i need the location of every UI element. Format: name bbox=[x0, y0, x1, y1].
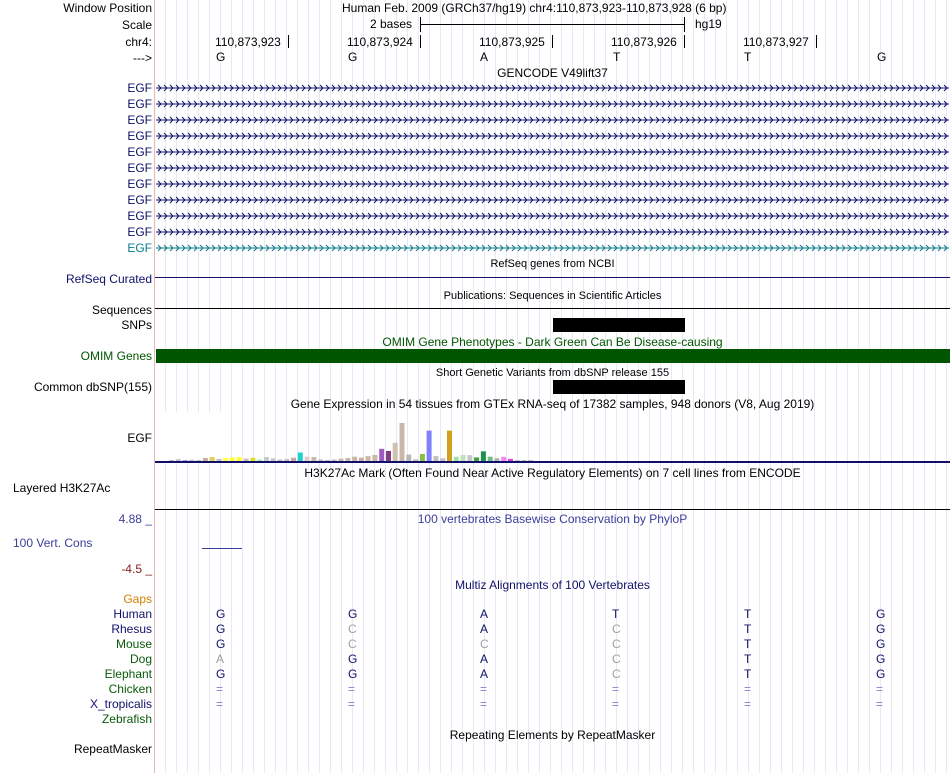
gtex-tissue-bar[interactable] bbox=[189, 460, 194, 461]
multiz-base: G bbox=[348, 667, 358, 681]
coord-tick bbox=[552, 35, 553, 48]
ref-base: A bbox=[480, 50, 489, 64]
gtex-tissue-bar[interactable] bbox=[386, 451, 391, 461]
coord-label: 110,873,927 bbox=[743, 35, 809, 49]
gtex-tissue-bar[interactable] bbox=[305, 457, 310, 461]
multiz-base: = bbox=[744, 697, 752, 711]
gtex-tissue-bar[interactable] bbox=[372, 455, 377, 461]
gtex-tissue-bar[interactable] bbox=[379, 449, 384, 461]
multiz-species-label[interactable]: Elephant bbox=[104, 667, 152, 681]
gencode-transcript-feature[interactable] bbox=[156, 227, 949, 237]
coord-label: 110,873,924 bbox=[347, 35, 413, 49]
multiz-base: C bbox=[348, 637, 357, 651]
gencode-transcript-feature[interactable] bbox=[156, 83, 949, 93]
gencode-transcript-feature[interactable] bbox=[156, 131, 949, 141]
refseq-track-label[interactable]: RefSeq Curated bbox=[65, 272, 152, 286]
scale-bar-right-tick bbox=[684, 17, 685, 32]
phylop-max-label: 4.88 _ bbox=[118, 512, 152, 526]
gencode-transcript-label[interactable]: EGF bbox=[127, 113, 152, 127]
multiz-base: = bbox=[480, 682, 488, 696]
gencode-transcript-feature[interactable] bbox=[156, 115, 949, 125]
gtex-tissue-bar[interactable] bbox=[284, 459, 289, 461]
gtex-tissue-bar[interactable] bbox=[494, 458, 499, 461]
ref-base: G bbox=[216, 50, 226, 64]
gtex-tissue-bar[interactable] bbox=[481, 451, 486, 461]
scale-db: hg19 bbox=[695, 17, 722, 31]
gtex-tissue-bar[interactable] bbox=[271, 458, 276, 461]
multiz-base: C bbox=[612, 622, 621, 636]
multiz-base: G bbox=[348, 652, 358, 666]
gtex-tissue-bar[interactable] bbox=[203, 458, 208, 461]
gtex-tissue-bar[interactable] bbox=[515, 460, 520, 461]
coord-label: 110,873,926 bbox=[611, 35, 677, 49]
label-gutter-divider bbox=[154, 0, 155, 773]
gtex-tissue-bar[interactable] bbox=[508, 459, 513, 461]
gtex-tissue-bar[interactable] bbox=[522, 460, 527, 461]
multiz-base: = bbox=[744, 682, 752, 696]
gtex-tissue-bar[interactable] bbox=[352, 457, 357, 461]
coord-tick bbox=[684, 35, 685, 48]
gencode-transcript-label[interactable]: EGF bbox=[127, 177, 152, 191]
gencode-transcript-label[interactable]: EGF bbox=[127, 81, 152, 95]
gtex-tissue-bar[interactable] bbox=[413, 459, 418, 461]
multiz-base: C bbox=[480, 637, 489, 651]
multiz-base: C bbox=[612, 652, 621, 666]
gencode-transcript-feature[interactable] bbox=[156, 147, 949, 157]
omim-gene-feature[interactable] bbox=[156, 349, 950, 363]
gtex-tissue-bar[interactable] bbox=[447, 431, 452, 461]
gencode-transcript-label[interactable]: EGF bbox=[127, 129, 152, 143]
gtex-tissue-bar[interactable] bbox=[467, 455, 472, 461]
multiz-species-label[interactable]: Zebrafish bbox=[101, 712, 152, 726]
refseq-track-title[interactable]: RefSeq genes from NCBI bbox=[490, 258, 615, 270]
gtex-tissue-bar[interactable] bbox=[223, 458, 228, 461]
gtex-baseline bbox=[155, 461, 950, 463]
gtex-tissue-bar[interactable] bbox=[176, 459, 181, 461]
gencode-transcript-feature[interactable] bbox=[156, 243, 949, 253]
gtex-tissue-bar[interactable] bbox=[230, 457, 235, 461]
gencode-transcript-label[interactable]: EGF bbox=[127, 145, 152, 159]
gtex-tissue-bar[interactable] bbox=[311, 457, 316, 461]
gencode-transcript-feature[interactable] bbox=[156, 99, 949, 109]
coord-tick bbox=[816, 35, 817, 48]
scale-bar bbox=[420, 24, 684, 25]
multiz-base: G bbox=[876, 607, 886, 621]
h3k27ac-track-title[interactable]: H3K27Ac Mark (Often Found Near Active Regulatory Elements) on 7 cell lines from ENCODE bbox=[304, 466, 801, 480]
multiz-base: = bbox=[876, 682, 884, 696]
publications-track-label[interactable]: Sequences bbox=[91, 303, 152, 317]
gtex-tissue-bar[interactable] bbox=[474, 457, 479, 461]
window-position-label: Window Position bbox=[63, 1, 152, 15]
gtex-tissue-bar[interactable] bbox=[332, 460, 337, 462]
snps-label[interactable]: SNPs bbox=[121, 318, 152, 332]
multiz-track-title[interactable]: Multiz Alignments of 100 Vertebrates bbox=[455, 578, 650, 592]
gtex-tissue-bar[interactable] bbox=[257, 460, 262, 462]
gtex-tissue-bar[interactable] bbox=[501, 457, 506, 461]
scale-text: 2 bases bbox=[370, 17, 413, 31]
multiz-base: A bbox=[480, 667, 489, 681]
gtex-tissue-bar[interactable] bbox=[298, 453, 303, 462]
ref-base: G bbox=[877, 50, 887, 64]
multiz-base: = bbox=[480, 697, 488, 711]
gtex-tissue-bar[interactable] bbox=[339, 459, 344, 461]
multiz-base: A bbox=[216, 652, 225, 666]
phylop-track-label[interactable]: 100 Vert. Cons bbox=[13, 536, 93, 550]
gencode-track-title[interactable]: GENCODE V49lift37 bbox=[497, 66, 608, 80]
phylop-track-title[interactable]: 100 vertebrates Basewise Conservation by PhyloP bbox=[417, 512, 688, 526]
publications-track-title[interactable]: Publications: Sequences in Scientific Articles bbox=[443, 290, 662, 302]
gtex-tissue-bar[interactable] bbox=[250, 458, 255, 461]
omim-track-label[interactable]: OMIM Genes bbox=[80, 349, 152, 363]
coord-label: 110,873,925 bbox=[479, 35, 545, 49]
gtex-expression-chart[interactable] bbox=[155, 412, 950, 464]
gencode-transcript-feature[interactable] bbox=[156, 163, 949, 173]
gtex-tissue-bar[interactable] bbox=[169, 460, 174, 461]
gtex-tissue-bar[interactable] bbox=[210, 457, 215, 461]
gencode-transcript-label[interactable]: EGF bbox=[127, 193, 152, 207]
refseq-track-line bbox=[155, 277, 950, 278]
gtex-track-title[interactable]: Gene Expression in 54 tissues from GTEx RNA-seq of 17382 samples, 948 donors (V8, Aug 2019) bbox=[290, 397, 815, 411]
coord-tick bbox=[420, 35, 421, 48]
multiz-base: T bbox=[744, 637, 752, 651]
gencode-transcript-feature[interactable] bbox=[156, 179, 949, 189]
gtex-tissue-bar[interactable] bbox=[278, 460, 283, 462]
ref-base: G bbox=[348, 50, 358, 64]
dbsnp-track-title[interactable]: Short Genetic Variants from dbSNP release 155 bbox=[435, 367, 670, 379]
multiz-base: C bbox=[612, 667, 621, 681]
dbsnp-track-label[interactable]: Common dbSNP(155) bbox=[33, 380, 152, 394]
multiz-base: G bbox=[876, 652, 886, 666]
gtex-tissue-bar[interactable] bbox=[237, 457, 242, 461]
multiz-species-label[interactable]: Rhesus bbox=[111, 622, 152, 636]
multiz-base: = bbox=[348, 682, 356, 696]
phylop-min-label: -4.5 _ bbox=[121, 562, 152, 576]
gtex-tissue-bar[interactable] bbox=[433, 456, 438, 461]
coord-tick bbox=[288, 35, 289, 48]
omim-track-title[interactable]: OMIM Gene Phenotypes - Dark Green Can Be Disease-causing bbox=[382, 335, 723, 349]
multiz-base: A bbox=[480, 622, 489, 636]
gtex-tissue-bar[interactable] bbox=[427, 431, 432, 461]
gtex-tissue-bar[interactable] bbox=[264, 457, 269, 461]
multiz-base: G bbox=[876, 622, 886, 636]
gencode-transcript-label[interactable]: EGF bbox=[127, 97, 152, 111]
multiz-base: T bbox=[744, 622, 752, 636]
gtex-tissue-bar[interactable] bbox=[359, 458, 364, 461]
repeatmasker-track-title[interactable]: Repeating Elements by RepeatMasker bbox=[449, 728, 656, 742]
multiz-base: G bbox=[876, 637, 886, 651]
gtex-tissue-bar[interactable] bbox=[183, 460, 188, 461]
multiz-base: = bbox=[876, 697, 884, 711]
gencode-transcript-feature[interactable] bbox=[156, 211, 949, 221]
ref-base: T bbox=[744, 50, 752, 64]
multiz-base: = bbox=[216, 697, 224, 711]
dbsnp-variant-feature[interactable] bbox=[553, 380, 685, 394]
gtex-tissue-bar[interactable] bbox=[217, 459, 222, 461]
multiz-base: A bbox=[480, 652, 489, 666]
gtex-tissue-bar[interactable] bbox=[345, 458, 350, 461]
multiz-base: T bbox=[744, 607, 752, 621]
gtex-tissue-bar[interactable] bbox=[244, 459, 249, 461]
gencode-transcript-label[interactable]: EGF bbox=[127, 161, 152, 175]
multiz-species-label[interactable]: X_tropicalis bbox=[89, 697, 152, 711]
multiz-gaps-label[interactable]: Gaps bbox=[123, 592, 152, 606]
multiz-base: G bbox=[216, 607, 226, 621]
gtex-tissue-bar[interactable] bbox=[196, 460, 201, 461]
multiz-base: G bbox=[216, 637, 226, 651]
publication-snp-feature[interactable] bbox=[553, 318, 685, 332]
multiz-base: C bbox=[612, 637, 621, 651]
gtex-tissue-bar[interactable] bbox=[461, 455, 466, 461]
coord-label: 110,873,923 bbox=[215, 35, 281, 49]
gtex-tissue-bar[interactable] bbox=[440, 458, 445, 461]
repeatmasker-track-label[interactable]: RepeatMasker bbox=[73, 742, 152, 756]
multiz-species-label[interactable]: Mouse bbox=[115, 637, 152, 651]
multiz-base: A bbox=[480, 607, 489, 621]
gencode-transcript-label[interactable]: EGF bbox=[127, 225, 152, 239]
multiz-base: T bbox=[744, 652, 752, 666]
publications-track-line bbox=[155, 308, 950, 309]
gtex-tissue-bar[interactable] bbox=[393, 443, 398, 461]
strand-label: ---> bbox=[133, 51, 152, 65]
gtex-tissue-bar[interactable] bbox=[528, 460, 533, 461]
gtex-track-label[interactable]: EGF bbox=[127, 431, 152, 445]
h3k27ac-baseline bbox=[155, 509, 950, 510]
multiz-base: = bbox=[612, 682, 620, 696]
gtex-tissue-bar[interactable] bbox=[400, 423, 405, 461]
gtex-tissue-bar[interactable] bbox=[420, 454, 425, 461]
multiz-base: G bbox=[216, 622, 226, 636]
gencode-transcript-label[interactable]: EGF bbox=[127, 241, 152, 255]
multiz-base: G bbox=[348, 607, 358, 621]
multiz-species-label[interactable]: Human bbox=[113, 607, 152, 621]
multiz-species-label[interactable]: Dog bbox=[129, 652, 152, 666]
window-position-text[interactable]: Human Feb. 2009 (GRCh37/hg19) chr4:110,873,923-110,873,928 (6 bp) bbox=[342, 1, 727, 15]
multiz-base: G bbox=[876, 667, 886, 681]
ref-base: T bbox=[613, 50, 621, 64]
multiz-base: G bbox=[216, 667, 226, 681]
multiz-base: T bbox=[744, 667, 752, 681]
chrom-label: chr4: bbox=[125, 35, 152, 49]
multiz-base: = bbox=[612, 697, 620, 711]
multiz-base: = bbox=[348, 697, 356, 711]
scale-label: Scale bbox=[121, 18, 152, 32]
multiz-base: = bbox=[216, 682, 224, 696]
gtex-tissue-bar[interactable] bbox=[318, 460, 323, 462]
multiz-species-label[interactable]: Chicken bbox=[108, 682, 152, 696]
multiz-base: T bbox=[612, 607, 620, 621]
gtex-tissue-bar[interactable] bbox=[406, 455, 411, 461]
gencode-transcript-feature[interactable] bbox=[156, 195, 949, 205]
gtex-tissue-bar[interactable] bbox=[291, 458, 296, 461]
gtex-tissue-bar[interactable] bbox=[366, 456, 371, 461]
phylop-score-bar bbox=[202, 548, 242, 549]
gtex-tissue-bar[interactable] bbox=[488, 457, 493, 461]
scale-bar-left-tick bbox=[420, 17, 421, 32]
h3k27ac-track-label[interactable]: Layered H3K27Ac bbox=[13, 481, 111, 495]
gtex-tissue-bar[interactable] bbox=[325, 460, 330, 461]
multiz-base: C bbox=[348, 622, 357, 636]
gtex-tissue-bar[interactable] bbox=[454, 457, 459, 461]
gencode-transcript-label[interactable]: EGF bbox=[127, 209, 152, 223]
